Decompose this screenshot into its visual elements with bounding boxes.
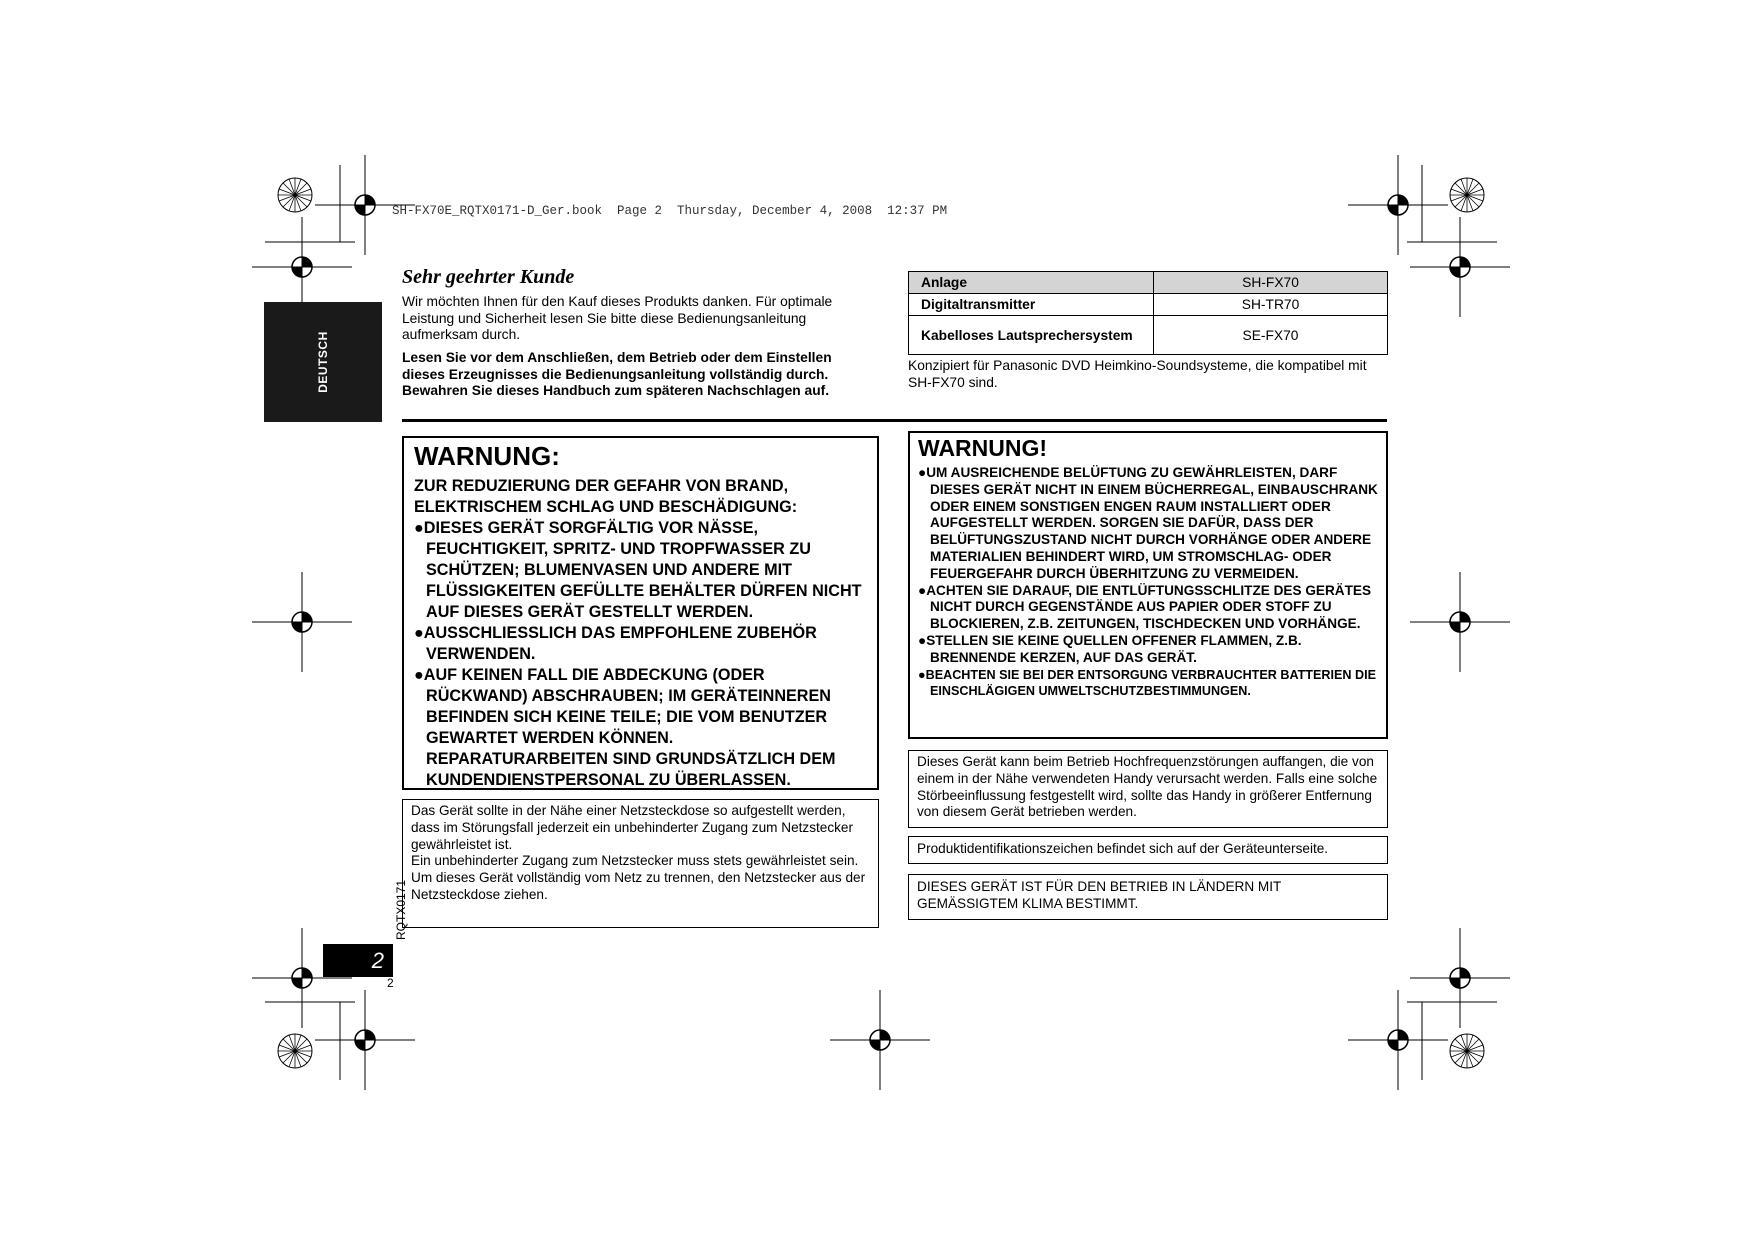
table-row xyxy=(909,294,1388,316)
warning-item-text: AUF KEINEN FALL DIE ABDECKUNG (ODER RÜCKWAND) ABSCHRAUBEN; IM GERÄTEINNEREN BEFINDEN SICH KEINE TEILE; DIE VOM BENUTZER GEWARTET WERDEN KÖNNEN. xyxy=(423,666,831,747)
radio-interference-note: Dieses Gerät kann beim Betrieb Hochfrequenzstörungen auffangen, die von einem in der Nähe verwendeten Handy verursacht werden. Falls eine solche Störbeeinflussung festgestellt wird, sollte das Handy in größerer Entfernung von diesem Gerät betrieben werden. xyxy=(908,750,1388,828)
model-label: Digitaltransmitter xyxy=(909,294,1154,316)
model-value: SH-FX70 xyxy=(1154,272,1388,294)
list-item: ●UM AUSREICHENDE BELÜFTUNG ZU GEWÄHRLEISTEN, DARF DIESES GERÄT NICHT IN EINEM BÜCHERREGAL, EINBAUSCHRANK ODER EINEM SONSTIGEN ENGEN RAUM INSTALLIERT ODER AUFGESTELLT WERDEN. SORGEN SIE DAFÜR, DASS DER BELÜFTUNGSZUSTAND NICHT DURCH VORHÄNGE ODER ANDERE MATERIALIEN BEHINDERT WIRD, UM STROMSCHLAG- ODER FEUERGEFAHR DURCH ÜBERHITZUNG ZU VERMEIDEN. xyxy=(918,465,1378,581)
list-item: ●BEACHTEN SIE BEI DER ENTSORGUNG VERBRAUCHTER BATTERIEN DIE EINSCHLÄGIGEN UMWELTSCHUTZBESTIMMUNGEN. xyxy=(918,667,1376,699)
warning-box-ventilation xyxy=(908,431,1388,739)
model-value: SE-FX70 xyxy=(1154,316,1388,355)
model-table xyxy=(908,271,1388,355)
model-label: Kabelloses Lautsprechersystem xyxy=(909,316,1154,355)
language-tab-label: DEUTSCH xyxy=(316,331,330,393)
compatibility-note: Konzipiert für Panasonic DVD Heimkino-Soundsysteme, die kompatibel mit SH-FX70 sind. xyxy=(908,358,1367,390)
star-mark-bl xyxy=(278,1034,312,1068)
table-row xyxy=(909,272,1388,294)
language-tab xyxy=(264,302,382,422)
greeting-instructions: Lesen Sie vor dem Anschließen, dem Betrieb oder dem Einstellen dieses Erzeugnisses die Bedienungsanleitung vollständig durch. Bewahren Sie dieses Handbuch zum späteren Nachschlagen auf. xyxy=(402,350,832,398)
warning-item-text: STELLEN SIE KEINE QUELLEN OFFENER FLAMMEN, Z.B. BRENNENDE KERZEN, AUF DAS GERÄT. xyxy=(926,632,1302,665)
star-mark-tl xyxy=(278,178,312,212)
section-divider xyxy=(402,419,1387,422)
document-id: RQTX0171 xyxy=(394,879,408,940)
star-mark-br xyxy=(1450,1034,1484,1068)
star-mark-tr xyxy=(1450,178,1484,212)
warning-list xyxy=(918,465,1378,700)
page-number: 2 xyxy=(323,944,393,977)
page-number-small: 2 xyxy=(387,976,394,990)
list-item: ●AUF KEINEN FALL DIE ABDECKUNG (ODER RÜCKWAND) ABSCHRAUBEN; IM GERÄTEINNEREN BEFINDEN SICH KEINE TEILE; DIE VOM BENUTZER GEWARTET WERDEN KÖNNEN. xyxy=(414,666,831,747)
list-item: ●AUSSCHLIESSLICH DAS EMPFOHLENE ZUBEHÖR VERWENDEN. xyxy=(414,624,817,663)
warning-item-text: BEACHTEN SIE BEI DER ENTSORGUNG VERBRAUCHTER BATTERIEN DIE EINSCHLÄGIGEN UMWELTSCHUTZBESTIMMUNGEN. xyxy=(925,667,1376,699)
warning-title: WARNUNG! xyxy=(918,435,1048,461)
warning-list xyxy=(414,518,867,791)
warning-title: WARNUNG: xyxy=(414,441,560,471)
warning-item-text: AUSSCHLIESSLICH DAS EMPFOHLENE ZUBEHÖR VERWENDEN. xyxy=(423,624,817,663)
warning-item-text: ACHTEN SIE DARAUF, DIE ENTLÜFTUNGSSCHLITZE DES GERÄTES NICHT DURCH GEGENSTÄNDE AUS PAPIER ODER STOFF ZU BLOCKIEREN, Z.B. ZEITUNGEN, TISCHDECKEN UND VORHÄNGE. xyxy=(926,582,1372,632)
climate-note: DIESES GERÄT IST FÜR DEN BETRIEB IN LÄNDERN MIT GEMÄSSIGTEM KLIMA BESTIMMT. xyxy=(908,874,1388,920)
warning-item-text: DIESES GERÄT SORGFÄLTIG VOR NÄSSE, FEUCHTIGKEIT, SPRITZ- UND TROPFWASSER ZU SCHÜTZEN; BLUMENVASEN UND ANDERE MIT FLÜSSIGKEITEN GEFÜLLTE BEHÄLTER DÜRFEN NICHT AUF DIESES GERÄT GESTELLT WERDEN. xyxy=(423,519,862,621)
greeting-body: Wir möchten Ihnen für den Kauf dieses Produkts danken. Für optimale Leistung und Sicherheit lesen Sie bitte diese Bedienungsanleitung aufmerksam durch. xyxy=(402,294,833,342)
product-label-note: Produktidentifikationszeichen befindet sich auf der Geräteunterseite. xyxy=(908,836,1388,864)
warning-item-text: UM AUSREICHENDE BELÜFTUNG ZU GEWÄHRLEISTEN, DARF DIESES GERÄT NICHT IN EINEM BÜCHERREGAL, EINBAUSCHRANK ODER EINEM SONSTIGEN ENGEN RAUM INSTALLIERT ODER AUFGESTELLT WERDEN. SORGEN SIE DAFÜR, DASS DER BELÜFTUNGSZUSTAND NICHT DURCH VORHÄNGE ODER ANDERE MATERIALIEN BEHINDERT WIRD, UM STROMSCHLAG- ODER FEUERGEFAHR DURCH ÜBERHITZUNG ZU VERMEIDEN. xyxy=(926,465,1378,581)
greeting-title: Sehr geehrter Kunde xyxy=(402,266,575,288)
power-plug-note: Das Gerät sollte in der Nähe einer Netzsteckdose so aufgestellt werden, dass im Störungsfall jederzeit ein unbehinderter Zugang zum Netzstecker gewährleistet ist. Ein unbehinderter Zugang zum Netzstecker muss stets gewährleistet sein. Um dieses Gerät vollständig vom Netz zu trennen, den Netzstecker aus der Netzsteckdose ziehen. xyxy=(402,799,879,928)
warning-continuation: REPARATURARBEITEN SIND GRUNDSÄTZLICH DEM KUNDENDIENSTPERSONAL ZU ÜBERLASSEN. xyxy=(426,750,836,789)
file-info-header: SH-FX70E_RQTX0171-D_Ger.book Page 2 Thursday, December 4, 2008 12:37 PM xyxy=(392,204,948,218)
list-item: ●STELLEN SIE KEINE QUELLEN OFFENER FLAMMEN, Z.B. BRENNENDE KERZEN, AUF DAS GERÄT. xyxy=(918,632,1302,665)
warning-intro: ZUR REDUZIERUNG DER GEFAHR VON BRAND, ELEKTRISCHEM SCHLAG UND BESCHÄDIGUNG: xyxy=(414,477,798,516)
model-label: Anlage xyxy=(909,272,1154,294)
model-value: SH-TR70 xyxy=(1154,294,1388,316)
list-item: ●DIESES GERÄT SORGFÄLTIG VOR NÄSSE, FEUCHTIGKEIT, SPRITZ- UND TROPFWASSER ZU SCHÜTZEN; BLUMENVASEN UND ANDERE MIT FLÜSSIGKEITEN GEFÜLLTE BEHÄLTER DÜRFEN NICHT AUF DIESES GERÄT GESTELLT WERDEN. xyxy=(414,519,862,621)
list-item: ●ACHTEN SIE DARAUF, DIE ENTLÜFTUNGSSCHLITZE DES GERÄTES NICHT DURCH GEGENSTÄNDE AUS PAPIER ODER STOFF ZU BLOCKIEREN, Z.B. ZEITUNGEN, TISCHDECKEN UND VORHÄNGE. xyxy=(918,582,1372,632)
warning-box-main xyxy=(402,436,879,790)
table-row xyxy=(909,316,1388,355)
